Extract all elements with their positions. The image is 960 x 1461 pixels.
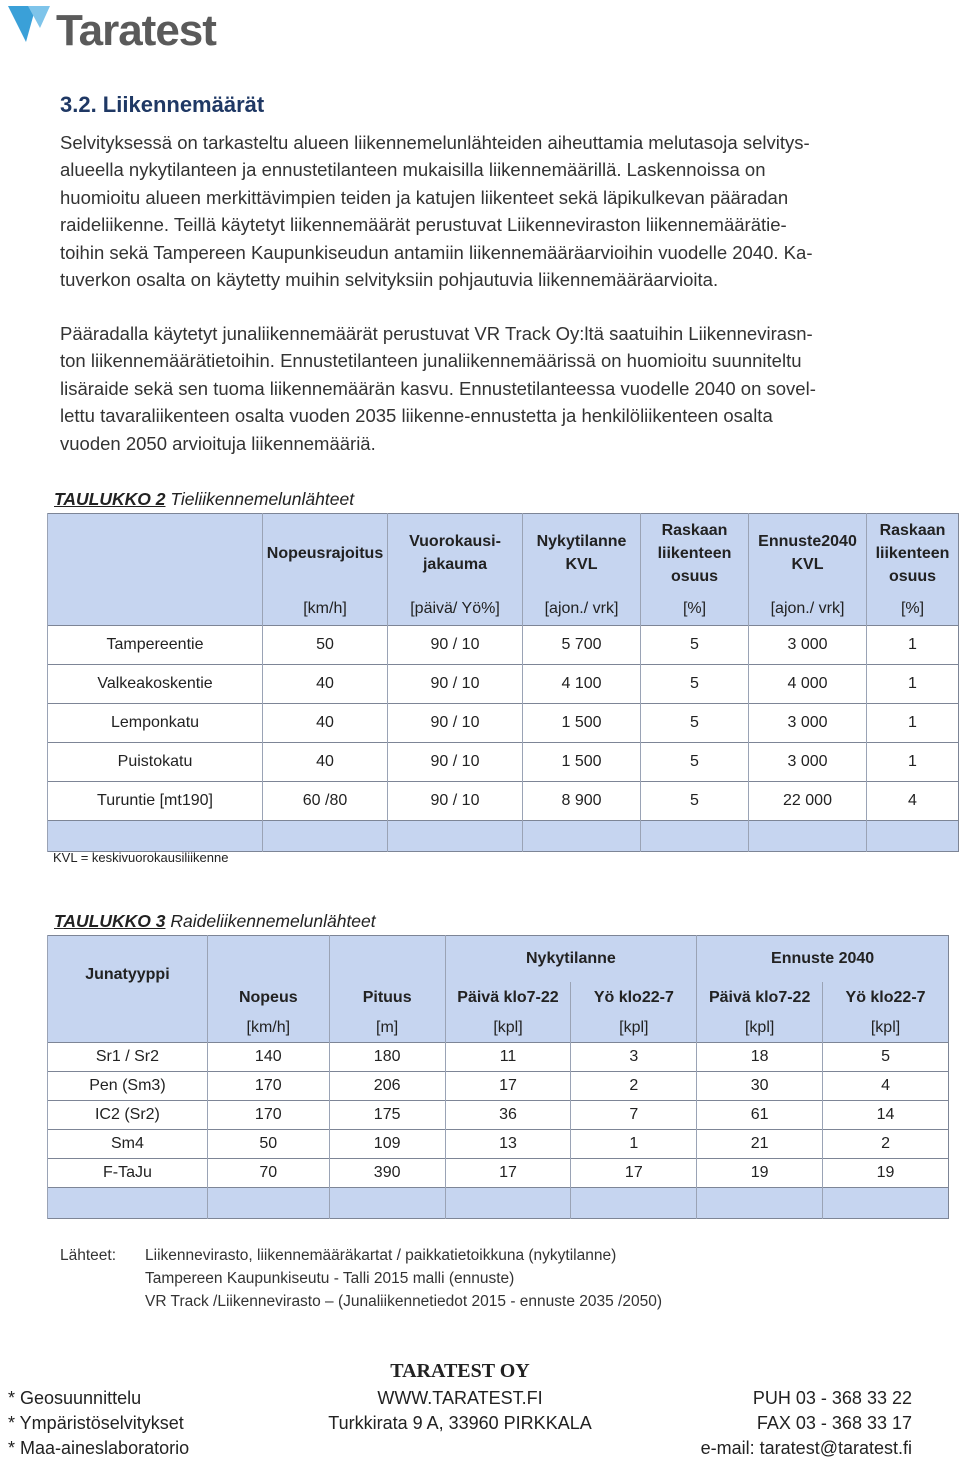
paragraph-line: vuoden 2050 arvioituja liikennemääriä.: [60, 432, 376, 454]
paragraph-line: lisäraide sekä sen tuoma liikennemäärän kasvu. Ennustetilanteessa vuodelle 2040 on sovel-: [60, 377, 816, 399]
table-cell: 17: [571, 1159, 697, 1188]
table-cell: 206: [329, 1072, 445, 1101]
column-header: Yö klo22-7: [823, 982, 949, 1014]
table-cell: Pen (Sm3): [48, 1072, 208, 1101]
table-cell: 19: [697, 1159, 823, 1188]
table-cell: 3 000: [749, 626, 867, 665]
paragraph-line: huomioitu alueen merkittävimpien teiden ja katujen liikenteet sekä läpikulkevan pääradan: [60, 186, 789, 208]
table-footer-cell: [263, 821, 388, 852]
column-unit: [kpl]: [697, 1014, 823, 1043]
table-cell: 1: [867, 704, 959, 743]
table-cell: 1: [867, 743, 959, 782]
column-unit: [%]: [867, 592, 959, 626]
column-unit: [km/h]: [263, 592, 388, 626]
table-cell: 109: [329, 1130, 445, 1159]
table-group-row: [48, 936, 949, 983]
column-unit: [48, 1014, 208, 1043]
table-cell: 3: [571, 1043, 697, 1072]
table-cell: 1: [571, 1130, 697, 1159]
column-unit: [kpl]: [823, 1014, 949, 1043]
paragraph-line: toihin sekä Tampereen Kaupunkiseudun antamiin liikennemääräarvioihin vuodelle 2040. Ka-: [60, 241, 813, 263]
table-cell: 90 / 10: [388, 626, 523, 665]
paragraph-line: ton liikennemäärätietoihin. Ennustetilanteen junaliikennemäärissä on huomioitu suunniteltu: [60, 350, 802, 372]
table-footer-cell: [571, 1188, 697, 1219]
table2-caption-label: TAULUKKO 2: [54, 489, 166, 509]
table-footer-cell: [445, 1188, 571, 1219]
table-cell: 390: [329, 1159, 445, 1188]
table-cell: Valkeakoskentie: [48, 665, 263, 704]
table-cell: 1: [867, 665, 959, 704]
road-traffic-table: [47, 513, 959, 852]
table-cell: 7: [571, 1101, 697, 1130]
table-cell: 180: [329, 1043, 445, 1072]
table-cell: 2: [823, 1130, 949, 1159]
source-line: VR Track /Liikennevirasto – (Junaliikennetiedot 2015 - ennuste 2035 /2050): [145, 1293, 662, 1310]
column-header: Raskaan liikenteen osuus: [641, 514, 749, 593]
table-cell: 14: [823, 1101, 949, 1130]
source-line: Liikennevirasto, liikennemääräkartat / paikkatietoikkuna (nykytilanne): [145, 1247, 617, 1264]
table-cell: 22 000: [749, 782, 867, 821]
footer-email[interactable]: e-mail: taratest@taratest.fi: [700, 1438, 912, 1458]
table-footer-cell: [867, 821, 959, 852]
column-header: Junatyyppi: [48, 936, 208, 1015]
table-row: [48, 1159, 949, 1188]
table-header-row: [48, 514, 959, 593]
table-cell: 90 / 10: [388, 665, 523, 704]
group-header-now: Nykytilanne: [445, 936, 697, 983]
column-header: Nopeus: [207, 982, 329, 1014]
table-cell: F-TaJu: [48, 1159, 208, 1188]
table-footer-cell: [329, 1188, 445, 1219]
table-cell: 5 700: [523, 626, 641, 665]
table-footer-row: [48, 1188, 949, 1219]
table2-caption: [54, 489, 354, 510]
table-row: [48, 743, 959, 782]
group-spacer: [329, 936, 445, 983]
footer-fax: FAX 03 - 368 33 17: [756, 1413, 912, 1433]
table-cell: 140: [207, 1043, 329, 1072]
column-header: Ennuste2040 KVL: [749, 514, 867, 593]
table-row: [48, 704, 959, 743]
column-unit: [kpl]: [445, 1014, 571, 1043]
table-cell: 90 / 10: [388, 704, 523, 743]
table-footer-row: [48, 821, 959, 852]
footer-phone: PUH 03 - 368 33 22: [752, 1388, 912, 1408]
table-cell: 5: [823, 1043, 949, 1072]
table-cell: 2: [571, 1072, 697, 1101]
table-cell: 40: [263, 704, 388, 743]
table-cell: 1 500: [523, 704, 641, 743]
table-row: [48, 626, 959, 665]
table3-caption-label: TAULUKKO 3: [54, 911, 166, 931]
paragraph-line: alueella nykytilanteen ja ennustetilanteen mukaisilla liikennemäärillä. Laskennoissa on: [60, 159, 766, 181]
table-footer-cell: [697, 1188, 823, 1219]
paragraph-line: lettu tavaraliikenteen osalta vuoden 2035 liikenne-ennustetta ja henkilöliikenteen osalta: [60, 405, 773, 427]
footer-street: Turkkirata 9 A, 33960 PIRKKALA: [328, 1413, 592, 1433]
column-unit: [päivä/ Yö%]: [388, 592, 523, 626]
table3-caption: [54, 911, 376, 932]
column-header: Nykytilanne KVL: [523, 514, 641, 593]
column-unit: [ajon./ vrk]: [523, 592, 641, 626]
table-cell: 90 / 10: [388, 782, 523, 821]
table-row: [48, 1072, 949, 1101]
table-cell: 50: [207, 1130, 329, 1159]
table-cell: 61: [697, 1101, 823, 1130]
table-cell: Tampereentie: [48, 626, 263, 665]
table-footer-cell: [388, 821, 523, 852]
column-header: Päivä klo7-22: [697, 982, 823, 1014]
column-unit: [km/h]: [207, 1014, 329, 1043]
kvl-note: KVL = keskivuorokausiliikenne: [53, 850, 229, 865]
logo-text: Taratest: [56, 6, 216, 55]
table-cell: 175: [329, 1101, 445, 1130]
table-cell: 36: [445, 1101, 571, 1130]
column-header: [48, 514, 263, 593]
table-footer-cell: [207, 1188, 329, 1219]
table-cell: 5: [641, 782, 749, 821]
table-cell: 5: [641, 743, 749, 782]
footer-company: TARATEST OY: [390, 1360, 530, 1382]
table-cell: 4: [823, 1072, 949, 1101]
table-footer-cell: [523, 821, 641, 852]
table-cell: 3 000: [749, 743, 867, 782]
column-unit: [ajon./ vrk]: [749, 592, 867, 626]
column-header: Nopeusrajoitus: [263, 514, 388, 593]
footer-service: * Ympäristöselvitykset: [8, 1413, 184, 1433]
table-footer-cell: [749, 821, 867, 852]
column-header: Yö klo22-7: [571, 982, 697, 1014]
table-cell: IC2 (Sr2): [48, 1101, 208, 1130]
table-cell: 17: [445, 1159, 571, 1188]
footer-contact: [701, 1386, 912, 1461]
table-cell: 90 / 10: [388, 743, 523, 782]
table-cell: 5: [641, 626, 749, 665]
table-cell: 1 500: [523, 743, 641, 782]
table2-caption-title: Tieliikennemelunlähteet: [170, 489, 355, 509]
table-cell: 170: [207, 1072, 329, 1101]
paragraph-line: raideliikenne. Teillä käytetyt liikennemäärät perustuvat Liikenneviraston liikennemäärätie-: [60, 214, 787, 236]
table-cell: 170: [207, 1101, 329, 1130]
column-header: Pituus: [329, 982, 445, 1014]
table-cell: Lemponkatu: [48, 704, 263, 743]
table-cell: 60 /80: [263, 782, 388, 821]
source-line: Tampereen Kaupunkiseutu - Talli 2015 malli (ennuste): [145, 1270, 515, 1287]
table-cell: Puistokatu: [48, 743, 263, 782]
table-cell: 8 900: [523, 782, 641, 821]
company-logo: [6, 2, 236, 54]
paragraph-2: [60, 320, 900, 457]
table-unit-row: [48, 1014, 949, 1043]
table-cell: 5: [641, 665, 749, 704]
table-cell: 11: [445, 1043, 571, 1072]
table-cell: 13: [445, 1130, 571, 1159]
table-cell: 50: [263, 626, 388, 665]
table-cell: 4: [867, 782, 959, 821]
column-header: Raskaan liikenteen osuus: [867, 514, 959, 593]
column-unit: [%]: [641, 592, 749, 626]
table-row: [48, 1043, 949, 1072]
column-unit: [kpl]: [571, 1014, 697, 1043]
column-unit: [48, 592, 263, 626]
paragraph-line: Selvityksessä on tarkasteltu alueen liikennemelunlähteiden aiheuttamia melutasoja selvitys-: [60, 132, 810, 153]
paragraph-1: [60, 129, 900, 293]
table-cell: 17: [445, 1072, 571, 1101]
column-header: Päivä klo7-22: [445, 982, 571, 1014]
rail-traffic-table: [47, 935, 949, 1219]
table3-caption-title: Raideliikennemelunlähteet: [170, 911, 376, 931]
footer-website[interactable]: WWW.TARATEST.FI: [377, 1388, 543, 1408]
table-cell: 18: [697, 1043, 823, 1072]
table-cell: 30: [697, 1072, 823, 1101]
table-cell: Sr1 / Sr2: [48, 1043, 208, 1072]
table-row: [48, 1130, 949, 1159]
logo-mark-icon: [6, 2, 52, 52]
table-cell: 5: [641, 704, 749, 743]
table-footer-cell: [48, 821, 263, 852]
paragraph-line: Pääradalla käytetyt junaliikennemäärät perustuvat VR Track Oy:ltä saatuihin Liikennevirasn-: [60, 323, 813, 344]
table-cell: 70: [207, 1159, 329, 1188]
table-cell: 19: [823, 1159, 949, 1188]
paragraph-line: tuverkon osalta on käytetty muihin selvityksiin pohjautuvia liikennemääräarvioita.: [60, 269, 719, 291]
table-footer-cell: [48, 1188, 208, 1219]
column-header: Vuorokausi- jakauma: [388, 514, 523, 593]
table-cell: 1: [867, 626, 959, 665]
table-cell: 4 000: [749, 665, 867, 704]
table-row: [48, 1101, 949, 1130]
table-cell: 40: [263, 665, 388, 704]
table-cell: Sm4: [48, 1130, 208, 1159]
table-footer-cell: [823, 1188, 949, 1219]
group-header-forecast: Ennuste 2040: [697, 936, 949, 983]
group-spacer: [207, 936, 329, 983]
footer-service: * Geosuunnittelu: [8, 1388, 142, 1408]
table-row: [48, 665, 959, 704]
table-footer-cell: [641, 821, 749, 852]
sources-label: Lähteet:: [60, 1247, 117, 1264]
section-heading: 3.2. Liikennemäärät: [60, 92, 265, 117]
table-cell: Turuntie [mt190]: [48, 782, 263, 821]
table-cell: 40: [263, 743, 388, 782]
table-cell: 21: [697, 1130, 823, 1159]
table-row: [48, 782, 959, 821]
table-cell: 3 000: [749, 704, 867, 743]
table-unit-row: [48, 592, 959, 626]
table-cell: 4 100: [523, 665, 641, 704]
column-unit: [m]: [329, 1014, 445, 1043]
footer-service: * Maa-aineslaboratorio: [8, 1438, 190, 1458]
